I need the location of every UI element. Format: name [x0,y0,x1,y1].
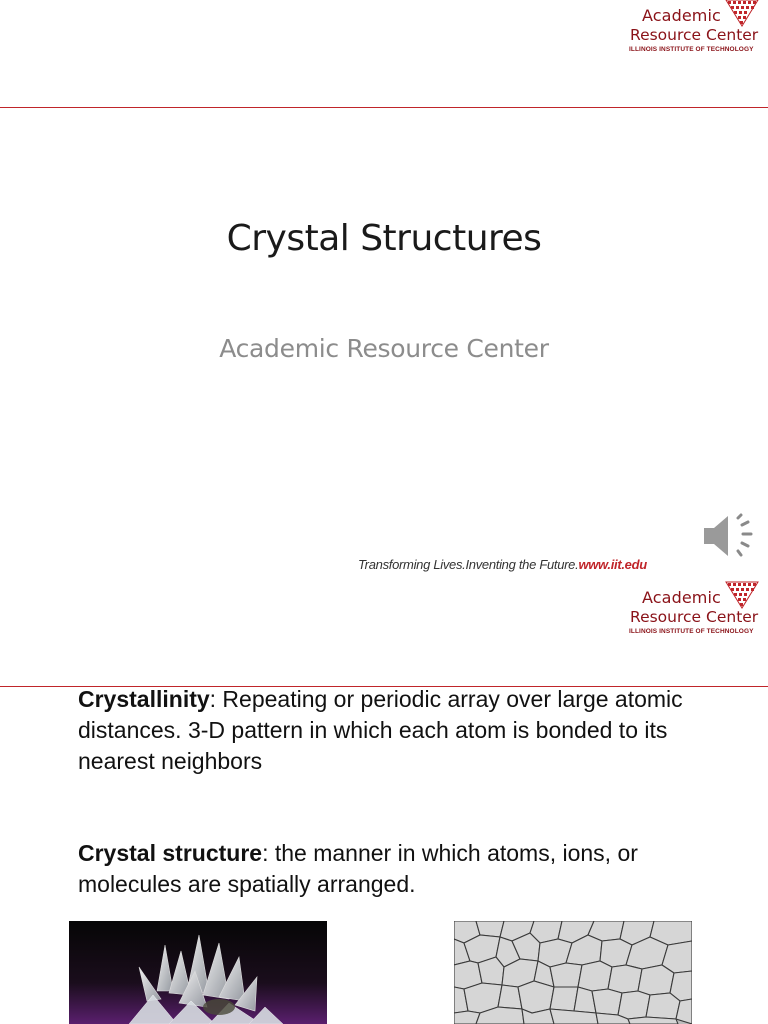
speaker-icon[interactable] [700,510,756,562]
slide-subtitle: Academic Resource Center [219,334,549,363]
footer-tagline [358,557,647,572]
grain-structure-micrograph [454,921,692,1024]
definitions-slide [0,580,768,1024]
logo-line-academic: Academic [642,6,721,25]
tagline-url[interactable]: www.iit.edu [578,557,647,572]
logo-line-resource-center: Resource Center [630,608,759,626]
logo-line-iit: ILLINOIS INSTITUTE OF TECHNOLOGY [629,628,754,635]
logo-mark-icon [724,580,760,610]
arc-logo [626,580,766,638]
logo-mark-icon [724,0,760,28]
slide-title: Crystal Structures [226,218,542,259]
logo-line-academic: Academic [642,588,721,607]
quartz-crystal-photo [69,921,327,1024]
logo-line-iit: ILLINOIS INSTITUTE OF TECHNOLOGY [629,46,754,53]
term-crystallinity: Crystallinity [78,686,210,712]
arc-logo [626,0,766,56]
header-rule [0,107,768,108]
term-crystal-structure: Crystal structure [78,840,263,866]
definition-crystallinity: : Repeating or periodic array over large atomic distances. 3-D pattern in which each atom is bonded to its nearest neighbors [78,686,683,774]
logo-line-resource-center: Resource Center [630,26,759,44]
tagline-text: Transforming Lives.Inventing the Future. [358,557,579,572]
crystallinity-definition [78,684,738,777]
definition-crystal-structure: : the manner in which atoms, ions, or molecules are spatially arranged. [78,840,638,897]
crystal-structure-definition [78,838,738,900]
